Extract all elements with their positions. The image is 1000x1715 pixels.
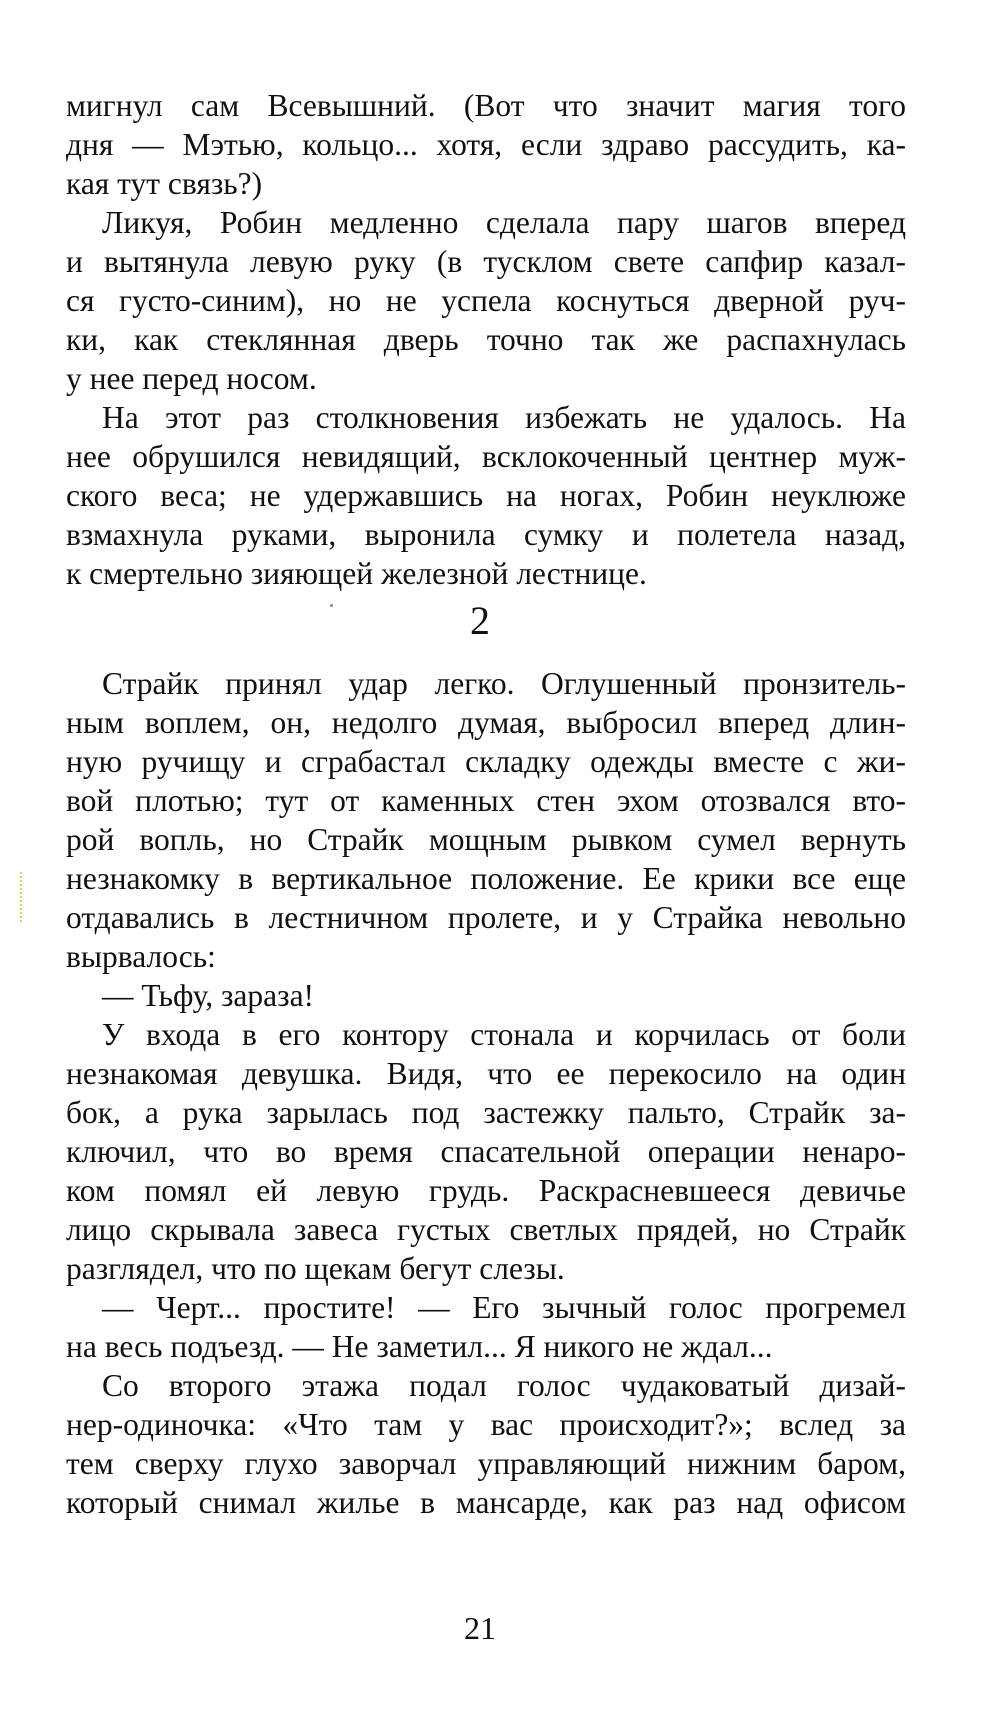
text-line: на весь подъезд. — Не заметил... Я никого не ждал... xyxy=(66,1329,773,1364)
text-line: ную ручищу и сграбастал складку одежды вместе с жи- xyxy=(66,744,906,779)
continuation-text xyxy=(66,86,906,593)
text-line: лицо скрывала завеса густых светлых прядей, но Страйк xyxy=(66,1212,906,1247)
text-line: и вытянула левую руку (в тусклом свете сапфир казал- xyxy=(66,244,906,279)
text-line: к смертельно зияющей железной лестнице. xyxy=(66,556,647,591)
margin-mark xyxy=(20,872,24,922)
chapter-text xyxy=(66,664,906,1522)
chapter-number: 2 xyxy=(470,598,490,643)
text-line: ского веса; не удержавшись на ногах, Робин неуклюже xyxy=(66,478,906,513)
text-line: Страйк принял удар легко. Оглушенный пронзитель- xyxy=(102,666,906,701)
text-line: ным воплем, он, недолго думая, выбросил вперед длин- xyxy=(66,705,906,740)
text-line: Со второго этажа подал голос чудаковатый дизай- xyxy=(102,1368,906,1403)
text-line: ся густо-синим), но не успела коснуться дверной руч- xyxy=(66,283,906,318)
text-line: незнакомку в вертикальное положение. Ее крики все еще xyxy=(66,861,906,896)
text-line: У входа в его контору стонала и корчилась от боли xyxy=(102,1017,906,1052)
text-line: незнакомая девушка. Видя, что ее перекосило на один xyxy=(66,1056,906,1091)
text-line: который снимал жилье в мансарде, как раз над офисом xyxy=(66,1485,906,1520)
text-line: взмахнула руками, выронила сумку и полетела назад, xyxy=(66,517,906,552)
text-line: ки, как стеклянная дверь точно так же распахнулась xyxy=(66,322,906,357)
text-line: вырвалось: xyxy=(66,939,216,974)
text-line: нер-одиночка: «Что там у вас происходит?»; вслед за xyxy=(66,1407,906,1442)
text-line: кая тут связь?) xyxy=(66,166,263,201)
text-line: мигнул сам Всевышний. (Вот что значит магия того xyxy=(66,88,906,123)
text-line: дня — Мэтью, кольцо... хотя, если здраво рассудить, ка- xyxy=(66,127,906,162)
text-line: Ликуя, Робин медленно сделала пару шагов вперед xyxy=(102,205,906,240)
text-line: вой плотью; тут от каменных стен эхом отозвался вто- xyxy=(66,783,906,818)
text-line: нее обрушился невидящий, всклокоченный центнер муж- xyxy=(66,439,906,474)
page-number: 21 xyxy=(464,1610,496,1646)
text-line: бок, а рука зарылась под застежку пальто, Страйк за- xyxy=(66,1095,906,1130)
text-line: у нее перед носом. xyxy=(66,361,317,396)
text-line: ком помял ей левую грудь. Раскрасневшееся девичье xyxy=(66,1173,906,1208)
text-line: На этот раз столкновения избежать не удалось. На xyxy=(102,400,906,435)
text-line: отдавались в лестничном пролете, и у Страйка невольно xyxy=(66,900,906,935)
text-line: — Черт... простите! — Его зычный голос прогремел xyxy=(102,1290,906,1325)
text-line: рой вопль, но Страйк мощным рывком сумел вернуть xyxy=(66,822,906,857)
text-line: тем сверху глухо заворчал управляющий нижним баром, xyxy=(66,1446,906,1481)
text-line: ключил, что во время спасательной операции ненаро- xyxy=(66,1134,906,1169)
text-line: — Тьфу, зараза! xyxy=(102,978,315,1013)
text-line: разглядел, что по щекам бегут слезы. xyxy=(66,1251,565,1286)
